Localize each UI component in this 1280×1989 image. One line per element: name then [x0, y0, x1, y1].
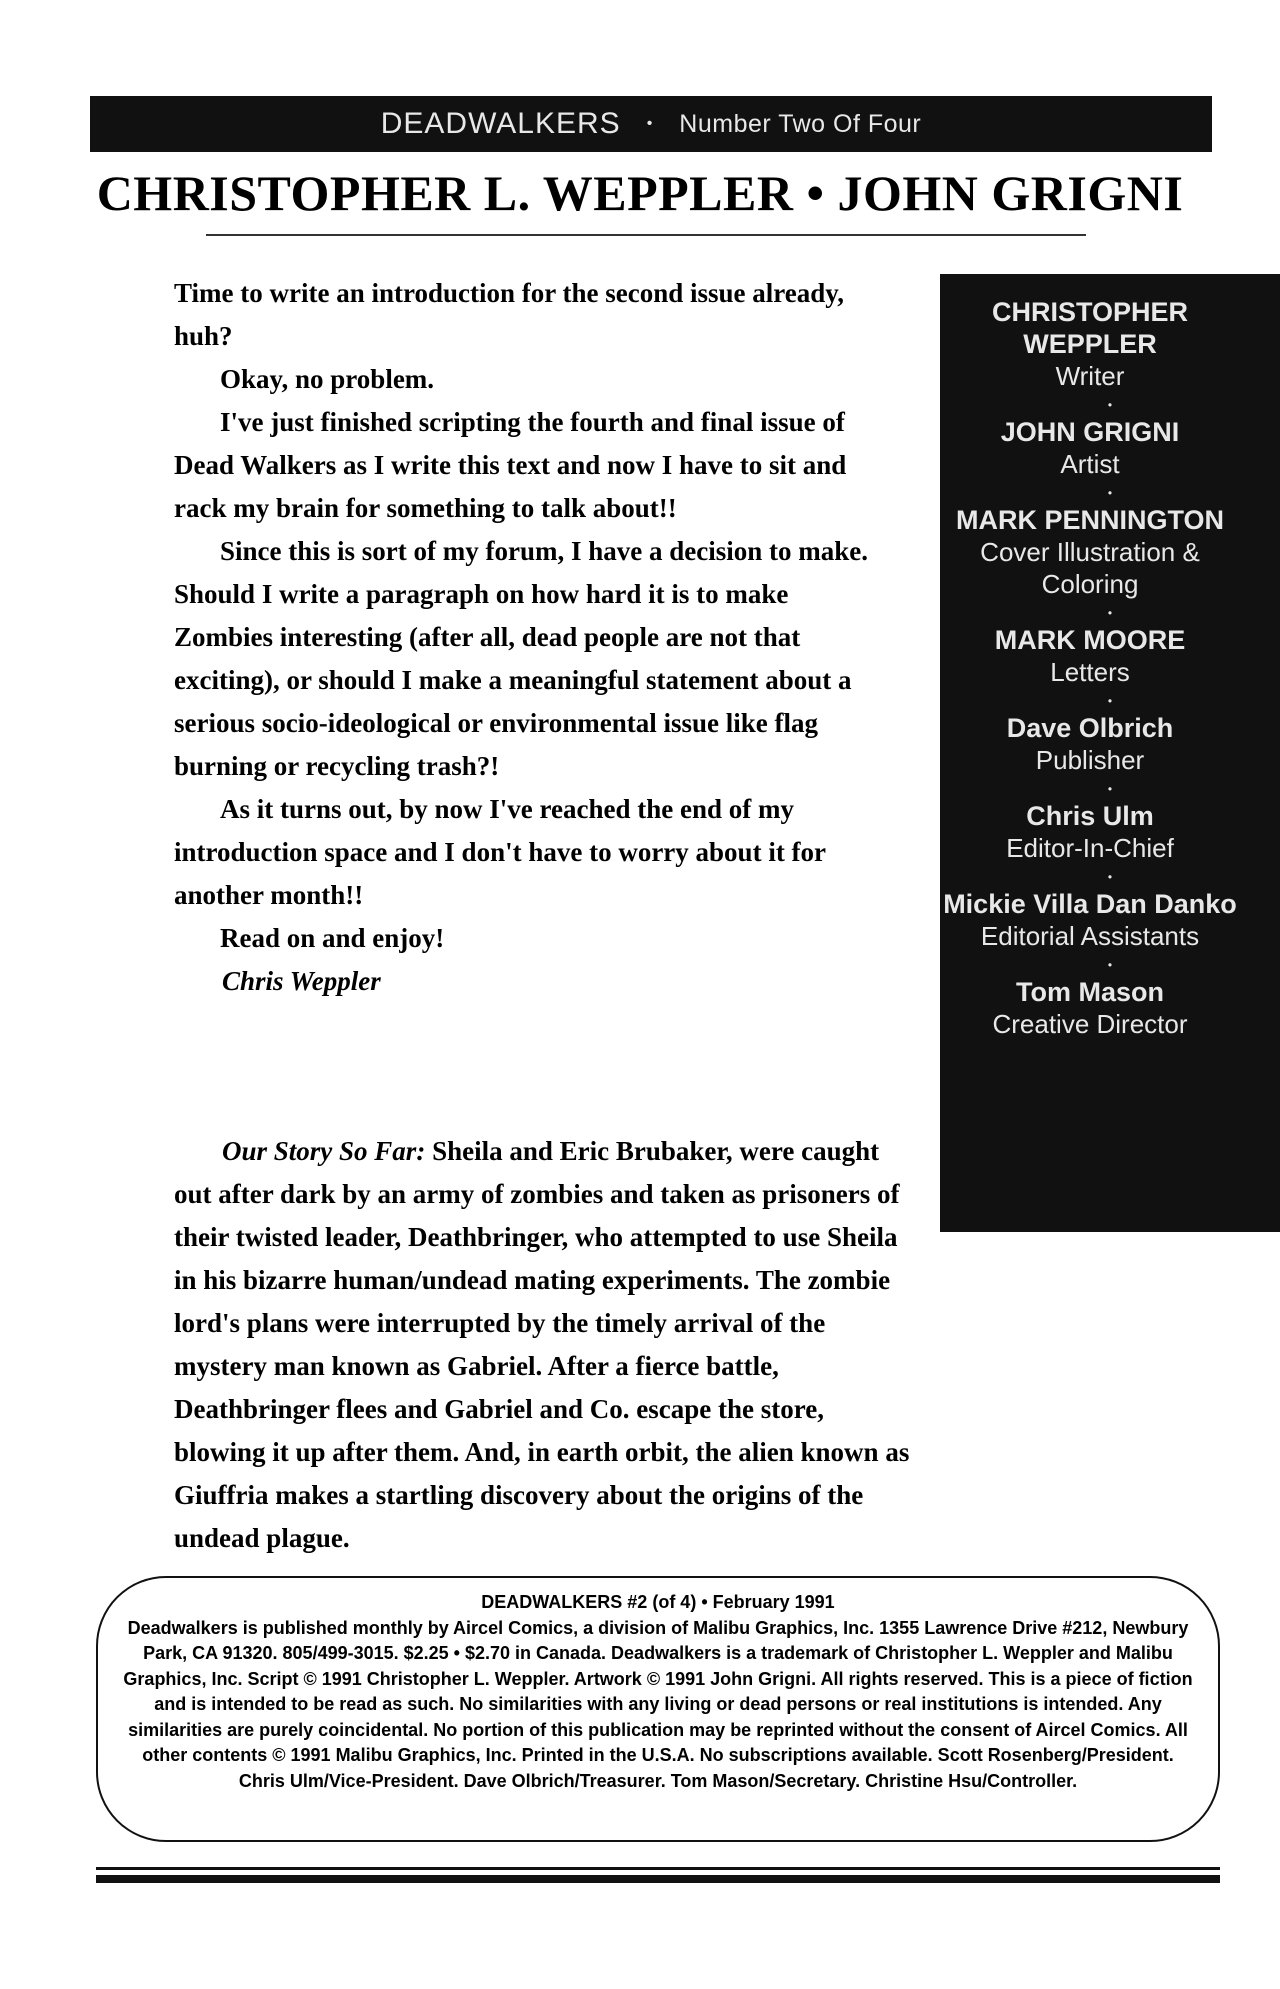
credit-separator: • — [1107, 782, 1113, 796]
credit-role: Publisher — [1035, 745, 1145, 775]
heading-divider — [206, 234, 1086, 236]
credit-role: Editorial Assistants — [980, 921, 1200, 951]
credit-name: Tom Mason — [1016, 977, 1164, 1007]
series-title: DEADWALKERS — [380, 107, 621, 140]
credit-name: MARK PENNINGTON — [955, 505, 1224, 535]
credit-role: Writer — [1055, 361, 1125, 391]
intro-paragraph: Since this is sort of my forum, I have a decision to make. Should I write a paragraph on how hard it is to make Zombies interesting (after all, dead people are not that exciting), or should I make a meaningful statement about a serious socio-ideological or environmental issue like flag burning or recycling trash?! — [174, 536, 868, 781]
credit-role: Creative Director — [992, 1009, 1188, 1039]
introduction-text — [174, 272, 894, 1003]
credit-name: Chris Ulm — [1026, 801, 1154, 831]
intro-signature: Chris Weppler — [222, 966, 381, 996]
credit-entry — [940, 416, 1240, 480]
credit-role: Letters — [1050, 657, 1130, 687]
story-so-far — [174, 1130, 914, 1560]
footer-rule-thin — [96, 1867, 1220, 1870]
credit-entry — [940, 888, 1240, 952]
credit-name: Mickie Villa Dan Danko — [943, 889, 1237, 919]
intro-paragraph: Read on and enjoy! — [220, 923, 445, 953]
credit-entry — [940, 624, 1240, 688]
credits-sidebar — [940, 274, 1280, 1232]
credit-entry — [940, 712, 1240, 776]
credit-entry — [940, 504, 1240, 600]
credit-separator: • — [1107, 958, 1113, 972]
intro-paragraph: Okay, no problem. — [220, 364, 435, 394]
issue-number: Number Two Of Four — [679, 109, 922, 138]
intro-paragraph: I've just finished scripting the fourth and final issue of Dead Walkers as I write this text and now I have to sit and rack my brain for something to talk about!! — [174, 407, 847, 523]
credit-role: Editor-In-Chief — [1006, 833, 1174, 863]
intro-paragraph: As it turns out, by now I've reached the end of my introduction space and I don't have to worry about it for another month!! — [174, 794, 826, 910]
credit-role: Cover Illustration & Coloring — [980, 537, 1200, 599]
footer-rule-thick — [96, 1875, 1220, 1883]
story-lead: Our Story So Far: — [222, 1136, 426, 1166]
indicia-box — [96, 1576, 1220, 1842]
credit-name: MARK MOORE — [994, 625, 1186, 655]
credit-role: Artist — [1060, 449, 1120, 479]
credit-name: CHRISTOPHER WEPPLER — [991, 297, 1189, 359]
story-body: Sheila and Eric Brubaker, were caught out after dark by an army of zombies and taken as prisoners of their twisted leader, Deathbringer, who attempted to use Sheila in his bizarre human/undead mating experiments. The zombie lord's plans were interrupted by the timely arrival of the mystery man known as Gabriel. After a fierce battle, Deathbringer flees and Gabriel and Co. escape the store, blowing it up after them. And, in earth orbit, the alien known as Giuffria makes a startling discovery about the origins of the undead plague. — [174, 1136, 910, 1553]
credit-entry — [940, 976, 1240, 1040]
credit-name: JOHN GRIGNI — [1000, 417, 1180, 447]
credit-separator: • — [1107, 694, 1113, 708]
credit-separator: • — [1107, 398, 1113, 412]
story-paragraph — [174, 1130, 914, 1560]
indicia-heading: DEADWALKERS #2 (of 4) • February 1991 — [481, 1592, 835, 1612]
banner-separator: • — [646, 115, 654, 132]
credit-name: Dave Olbrich — [1006, 713, 1174, 743]
indicia-body: Deadwalkers is published monthly by Aircel Comics, a division of Malibu Graphics, Inc. 1355 Lawrence Drive #212, Newbury Park, CA 91320. 805/499-3015. $2.25 • $2.70 in Canada. Deadwalkers is a trademark of Christopher L. Weppler and Malibu Graphics, Inc. Script © 1991 Christopher L. Weppler. Artwork © 1991 John Grigni. All rights reserved. This is a piece of fiction and is intended to be read as such. No similarities with any living or dead persons or real institutions is intended. Any similarities are purely coincidental. No portion of this publication may be reprinted without the consent of Aircel Comics. All other contents © 1991 Malibu Graphics, Inc. Printed in the U.S.A. No subscriptions available. Scott Rosenberg/President. Chris Ulm/Vice-President. Dave Olbrich/Treasurer. Tom Mason/Secretary. Christine Hsu/Controller. — [123, 1617, 1193, 1791]
credit-separator: • — [1107, 486, 1113, 500]
intro-paragraph: Time to write an introduction for the second issue already, huh? — [174, 278, 845, 351]
credit-entry — [940, 800, 1240, 864]
creators-heading: CHRISTOPHER L. WEPPLER • JOHN GRIGNI — [96, 165, 1184, 221]
credit-separator: • — [1107, 870, 1113, 884]
credit-separator: • — [1107, 606, 1113, 620]
credit-entry — [940, 296, 1240, 392]
series-banner — [90, 96, 1212, 152]
